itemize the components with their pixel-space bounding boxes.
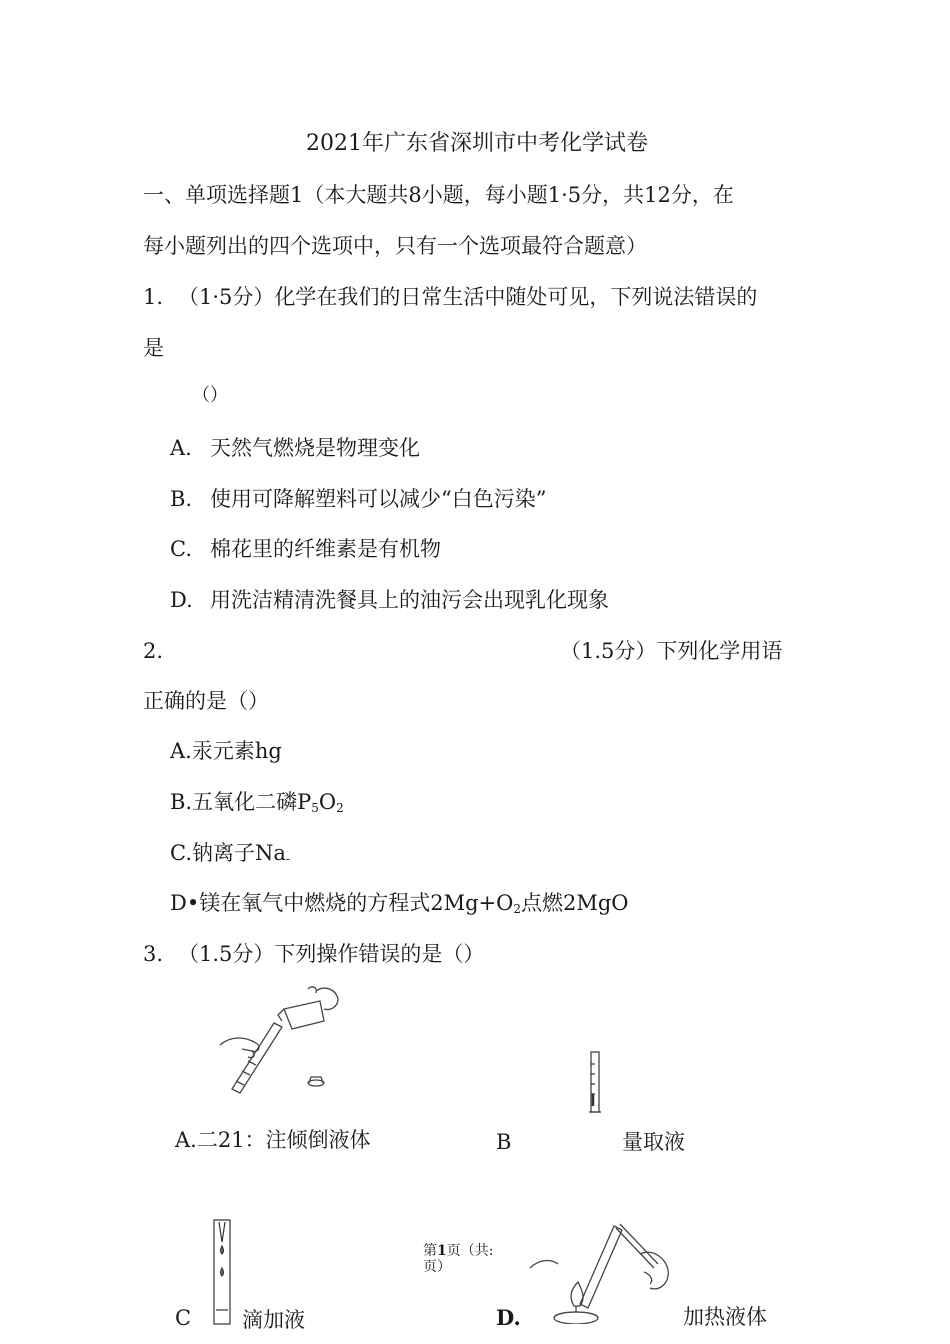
q1-option-d-label: D. [170,588,193,612]
q1-option-b-text: 使用可降解塑料可以减少“白色污染” [210,487,547,511]
q2-text: （1.5分）下列化学用语 [560,639,783,663]
measuring-cylinder-illustration [587,1050,603,1116]
dropper-test-tube-illustration [206,1218,238,1326]
q2-option-c [170,840,290,872]
q1-option-c-text: 棉花里的纤维素是有机物 [210,537,441,561]
q2-option-b [170,789,344,821]
q3-option-c-label: C [175,1306,192,1330]
q1-option-d-text: 用洗洁精清洗餐具上的油污会出现乳化现象 [210,588,609,612]
q2-option-c-charge: - [285,852,290,866]
q1-option-a-label: A. [170,436,192,460]
q3-number: 3. [143,942,164,966]
footer-post: 页（共: [446,1243,494,1259]
heating-liquid-illustration [528,1208,678,1324]
q1-answer-paren: （） [192,385,228,406]
q2-option-b-mid: O [318,790,337,814]
q3-option-b-label: B [496,1130,512,1154]
footer-pre: 第 [423,1243,437,1259]
q3-text: （1.5分）下列操作错误的是（） [178,942,485,966]
q3-option-d-label: D. [496,1305,521,1330]
page-footer-line1 [423,1243,493,1259]
q3-option-a: A.二21：注倾倒液体 [175,1128,371,1152]
q1-option-c-label: C. [170,537,192,561]
q1-number: 1. [143,285,164,309]
q2-option-a: A.汞元素hg [170,739,282,763]
q3-option-c-text: 滴加液 [242,1308,305,1332]
section-heading-line2: 每小题列出的四个选项中，只有一个选项最符合题意） [143,234,647,258]
q1-text-cont: 是 [143,336,164,360]
q2-option-c-text: C.钠离子Na [170,841,286,865]
pouring-liquid-illustration [212,985,342,1097]
q2-option-b-sub2: 2 [336,801,344,815]
q1-option-a-text: 天然气燃烧是物理变化 [210,436,420,460]
q1-option-b-label: B. [170,487,193,511]
footer-page-number: 1 [437,1243,447,1259]
q2-number: 2. [143,639,164,663]
q3-option-d-text: 加热液体 [683,1305,767,1329]
q2-option-b-sub1: 5 [311,801,319,815]
q1-text: （1·5分）化学在我们的日常生活中随处可见，下列说法错误的 [178,285,758,309]
page-title: 2021年广东省深圳市中考化学试卷 [306,131,648,156]
q2-option-d-pre: D•镁在氧气中燃烧的方程式2Mg+O [170,891,514,915]
q2-option-b-pre: B.五氧化二磷P [170,790,312,814]
q3-option-b-text: 量取液 [622,1130,685,1154]
section-heading-line1: 一、单项选择题1（本大题共8小题，每小题1·5分，共12分，在 [143,183,734,207]
q2-option-d-post: 点燃2MgO [520,891,629,915]
q2-text-cont: 正确的是（） [143,689,269,713]
q2-option-d [170,890,629,922]
page-footer-line2: 页） [423,1259,451,1275]
q2-option-d-sub: 2 [513,902,521,916]
